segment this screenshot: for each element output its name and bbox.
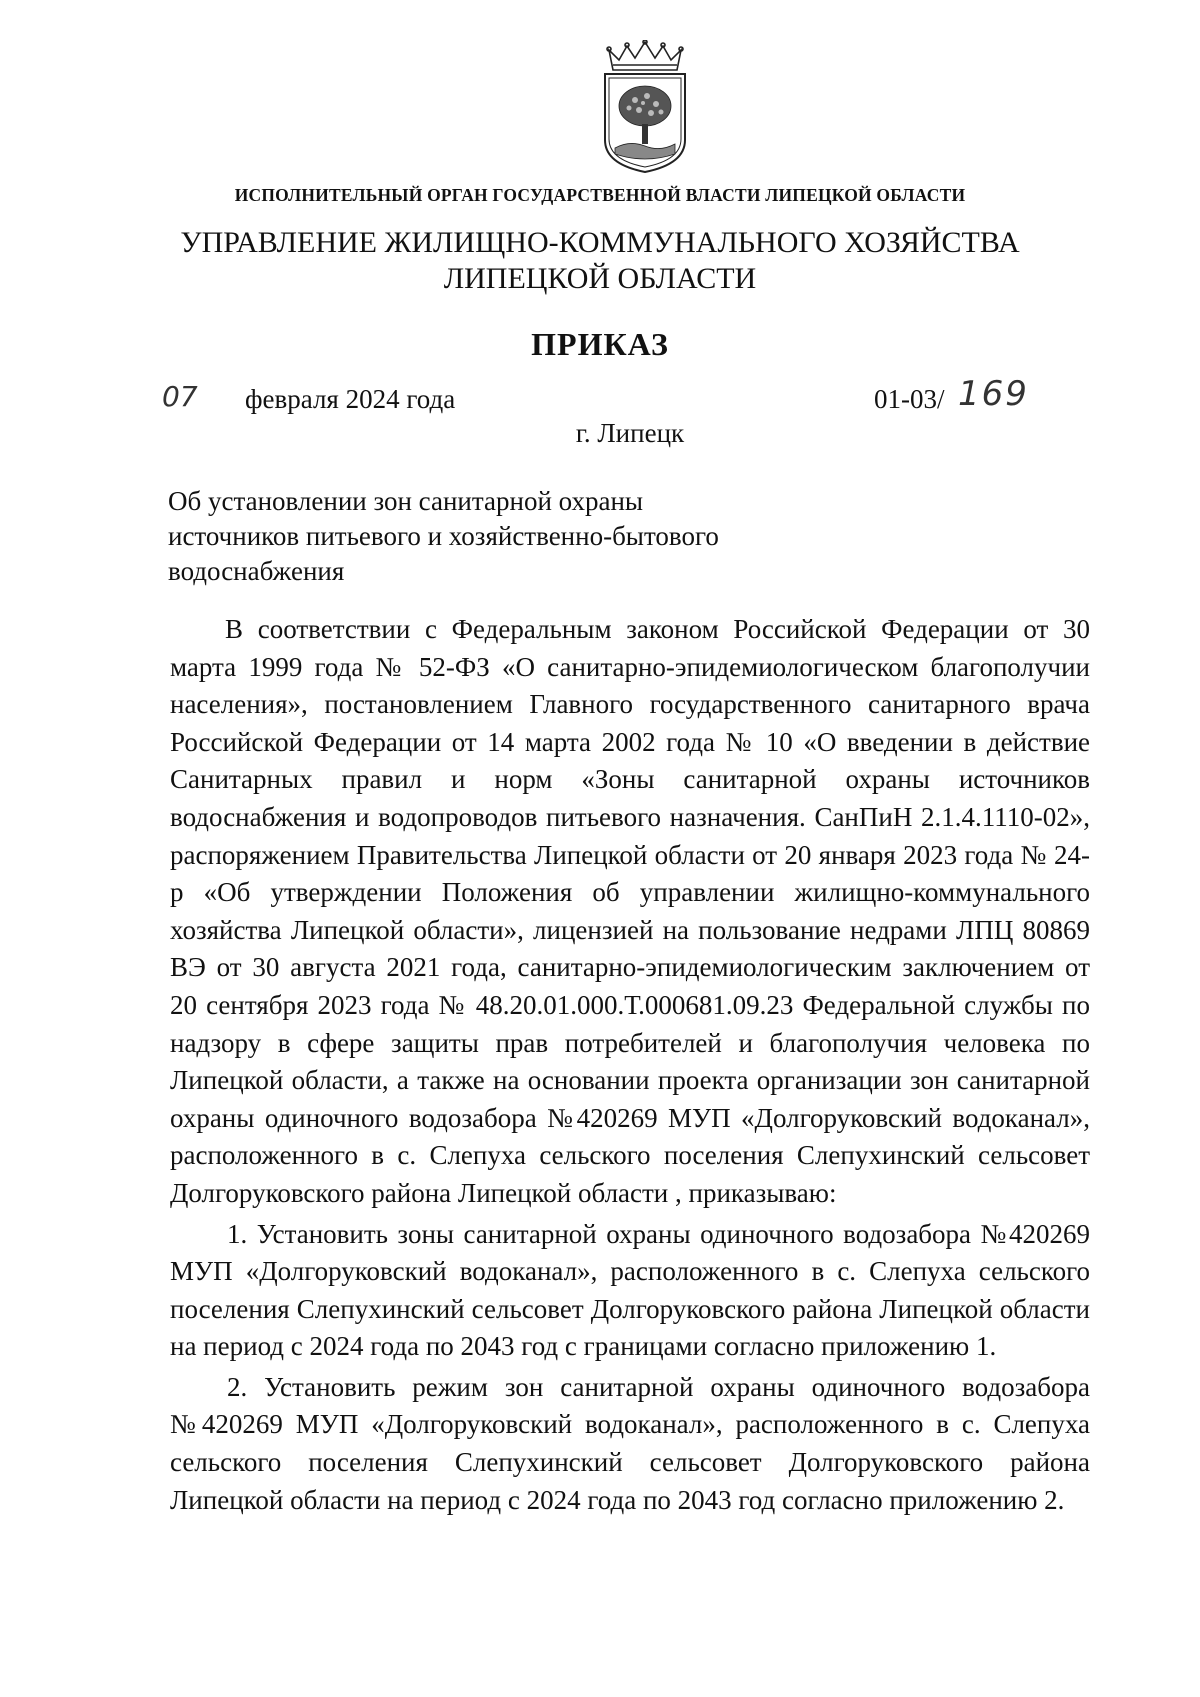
handwritten-day: 07 xyxy=(162,380,198,413)
order-item-1: 1. Установить зоны санитарной охраны одиночного водозабора №420269 МУП «Долгоруковский водоканал», расположенного в с. Слепуха сельского поселения Слепухинский сельсовет Долгоруковского района Липецкой области на период с 2024 года по 2043 год с границами согласно приложению 1. xyxy=(170,1218,1090,1362)
preamble-paragraph: В соответствии с Федеральным законом Российской Федерации от 30 марта 1999 года № 52-ФЗ «О санитарно-эпидемиологическом благополучии населения», постановлением Главного государственного санитарного врача Российской Федерации от 14 марта 2002 года № 10 «О введении в действие Санитарных правил и норм «Зоны санитарной охраны источников водоснабжения и водопроводов питьевого назначения. СанПиН 2.1.4.1110-02», распоряжением Правительства Липецкой области от 20 января 2023 года № 24-р «Об утверждении Положения об управлении жилищно-коммунального хозяйства Липецкой области», лицензией на пользование недрами ЛПЦ 80869 ВЭ от 30 августа 2021 года, санитарно-эпидемиологическим заключением от 20 сентября 2023 года № 48.20.01.000.Т.000681.09.23 Федеральной службы по надзору в сфере защиты прав потребителей и благополучия человека по Липецкой области, а также на основании проекта организации зон санитарной охраны одиночного водозабора №420269 МУП «Долгоруковский водоканал», расположенного в с. Слепуха сельского поселения Слепухинский сельсовет Долгоруковского района Липецкой области , приказываю: xyxy=(170,614,1090,1208)
handwritten-order-number: 169 xyxy=(958,374,1029,414)
city-name: г. Липецк xyxy=(575,418,685,448)
department-name-line1: УПРАВЛЕНИЕ ЖИЛИЩНО-КОММУНАЛЬНОГО ХОЗЯЙСТВА xyxy=(180,226,1020,259)
department-name xyxy=(0,225,1200,297)
subject-line-2: источников питьевого и хозяйственно-бытового xyxy=(168,521,719,551)
order-number-prefix: 01-03/ xyxy=(874,384,945,414)
department-name-line2: ЛИПЕЦКОЙ ОБЛАСТИ xyxy=(443,262,757,295)
document-type-title: ПРИКАЗ xyxy=(531,326,669,362)
order-subject xyxy=(168,484,808,589)
lipetsk-coat-of-arms-icon xyxy=(595,40,695,174)
subject-line-1: Об установлении зон санитарной охраны xyxy=(168,486,644,516)
authority-name: ИСПОЛНИТЕЛЬНЫЙ ОРГАН ГОСУДАРСТВЕННОЙ ВЛАСТИ ЛИПЕЦКОЙ ОБЛАСТИ xyxy=(234,185,966,205)
subject-line-3: водоснабжения xyxy=(168,556,345,586)
order-date: февраля 2024 года xyxy=(245,384,456,414)
order-body xyxy=(170,611,1090,1519)
order-item-2: 2. Установить режим зон санитарной охраны одиночного водозабора №420269 МУП «Долгоруковский водоканал», расположенного в с. Слепуха сельского поселения Слепухинский сельсовет Долгоруковского района Липецкой области на период с 2024 года по 2043 год согласно приложению 2. xyxy=(170,1371,1090,1515)
